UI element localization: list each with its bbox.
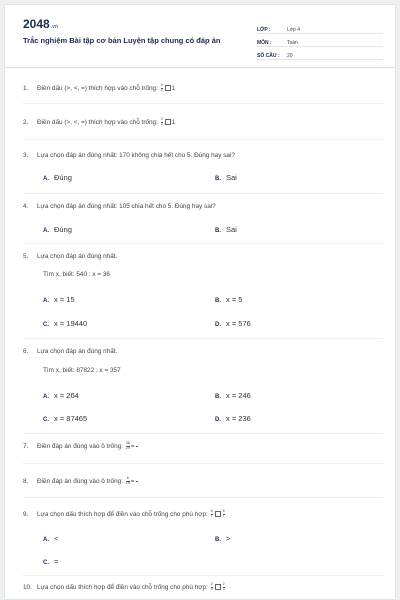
meta-count-value: 20 (287, 53, 293, 59)
answer-blank[interactable] (165, 85, 171, 91)
fraction: $\frac{5}{7}$ (222, 509, 225, 518)
question-number: 7. (23, 442, 29, 450)
option-a[interactable]: A. Đúng (43, 173, 72, 182)
meta-count-row (257, 48, 383, 60)
option-d[interactable]: D. x = 236 (215, 414, 251, 423)
fraction: $\frac{3}{2}$ (160, 117, 163, 126)
question-text: Lựa chọn đáp án đúng nhất. (37, 253, 118, 260)
question-number: 9. (23, 510, 29, 518)
question-number: 1. (23, 84, 29, 92)
comparison-value: 1 (171, 118, 176, 126)
fraction: $\frac{2}{3}$ (210, 582, 213, 591)
question-2 (23, 118, 175, 127)
fraction: $\frac{2}{3}$ (222, 582, 225, 591)
divider (23, 463, 383, 464)
option-c[interactable]: C. x = 19440 (43, 319, 88, 328)
worksheet-meta (257, 22, 383, 61)
question-10 (23, 583, 226, 592)
question-4 (23, 203, 216, 210)
question-text: Điền dấu (>, <, =) thích hợp vào chỗ trống: (37, 118, 158, 126)
worksheet-page (4, 4, 396, 600)
question-text: Điền đáp án đúng vào ô trống: (37, 442, 123, 450)
question-number: 8. (23, 477, 29, 485)
option-d[interactable]: D. x = 576 (215, 319, 251, 328)
option-a[interactable]: A. < (43, 534, 59, 543)
option-a[interactable]: A. x = 15 (43, 295, 75, 304)
divider (23, 193, 383, 194)
divider (23, 338, 383, 339)
option-b[interactable]: B. x = 246 (215, 391, 251, 400)
meta-class-label: LỚP : (257, 27, 271, 33)
question-text: Lựa chọn đáp án đúng nhất: 105 chia hết cho 5. Đúng hay sai? (37, 203, 216, 210)
answer-blank[interactable] (215, 584, 221, 590)
meta-subject-label: MÔN : (257, 40, 272, 46)
meta-class-value: Lớp 4 (287, 27, 301, 33)
fraction: $\frac{5}{7}$ (210, 509, 213, 518)
question-number: 10. (23, 583, 32, 591)
worksheet-header (5, 5, 395, 68)
question-3 (23, 152, 235, 159)
meta-count-label: SỐ CÂU : (257, 53, 280, 59)
question-text: Lựa chọn dấu thích hợp để điền vào chỗ trống cho phù hợp: (37, 583, 208, 591)
question-text: Điền đáp án đúng vào ô trống: (37, 477, 123, 485)
question-5 (23, 253, 117, 260)
question-9 (23, 510, 226, 519)
question-number: 5. (23, 253, 29, 260)
divider (23, 139, 383, 140)
question-6 (23, 348, 117, 355)
option-a[interactable]: A. Đúng (43, 225, 72, 234)
answer-fraction-blank[interactable] (136, 477, 138, 486)
question-number: 4. (23, 203, 29, 210)
divider (23, 433, 383, 434)
option-b[interactable]: B. Sai (215, 225, 237, 234)
option-b[interactable]: B. x = 5 (215, 295, 243, 304)
question-text: Lựa chọn đáp án đúng nhất. (37, 348, 118, 355)
question-1 (23, 84, 175, 93)
question-number: 6. (23, 348, 29, 355)
answer-fraction-blank[interactable] (136, 442, 138, 451)
meta-subject-value: Toán (287, 40, 298, 46)
answer-blank[interactable] (165, 119, 171, 125)
divider (23, 575, 383, 576)
fraction: $\frac{36}{24}$ (125, 441, 130, 450)
worksheet-title: Trắc nghiệm Bài tập cơ bản Luyện tập chung có đáp án (23, 36, 221, 45)
site-logo[interactable]: 2048.vn (23, 17, 58, 31)
divider (23, 243, 383, 244)
question-subtext: Tìm x, biết: 87822 : x = 357 (43, 367, 121, 374)
option-c[interactable]: C. = (43, 557, 59, 566)
question-text: Điền dấu (>, <, =) thích hợp vào chỗ trống: (37, 84, 158, 92)
question-7 (23, 442, 139, 451)
meta-class-row (257, 22, 383, 34)
option-c[interactable]: C. x = 87465 (43, 414, 88, 423)
question-number: 3. (23, 152, 29, 159)
answer-blank[interactable] (215, 511, 221, 517)
question-8 (23, 477, 139, 486)
option-a[interactable]: A. x = 264 (43, 391, 79, 400)
question-text: Lựa chọn dấu thích hợp để điền vào chỗ trống cho phù hợp: (37, 510, 208, 518)
divider (23, 497, 383, 498)
question-subtext: Tìm x, biết: 540 : x = 36 (43, 271, 110, 278)
option-b[interactable]: B. > (215, 534, 231, 543)
comparison-value: 1 (171, 84, 176, 92)
option-b[interactable]: B. Sai (215, 173, 237, 182)
question-number: 2. (23, 118, 29, 126)
equals-sign: = (130, 477, 135, 485)
fraction: $\frac{6}{15}$ (125, 476, 130, 485)
fraction: $\frac{3}{2}$ (160, 83, 163, 92)
meta-subject-row (257, 35, 383, 47)
divider (23, 103, 383, 104)
question-text: Lựa chọn đáp án đúng nhất: 170 không chia hết cho 5. Đúng hay sai? (37, 152, 235, 159)
equals-sign: = (130, 442, 135, 450)
